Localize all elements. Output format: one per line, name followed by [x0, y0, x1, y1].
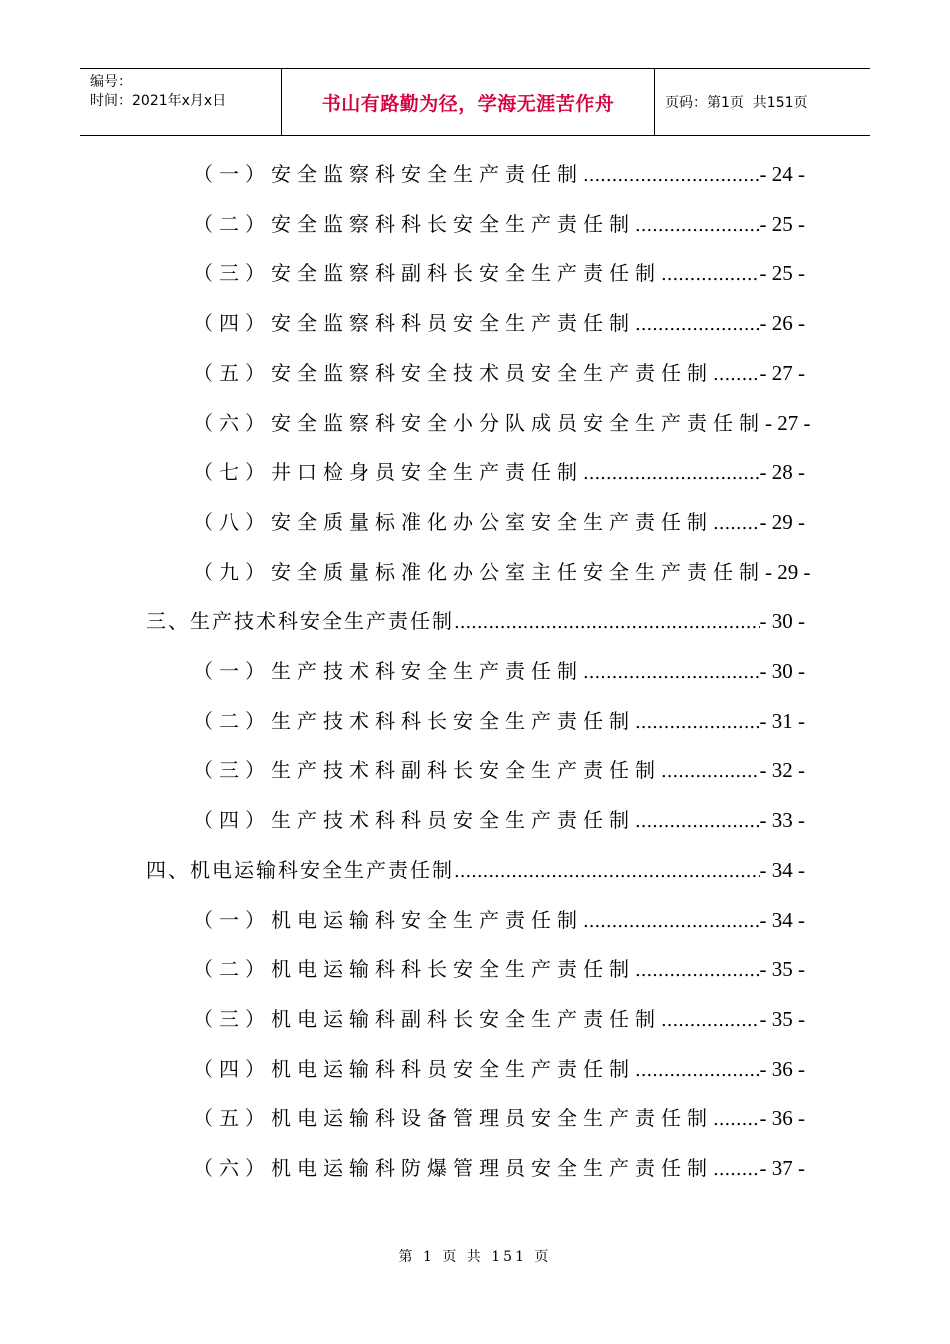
toc-dot-leader	[635, 811, 760, 832]
header-motto-cell	[282, 69, 655, 135]
toc-subsection-entry[interactable]	[193, 257, 805, 287]
toc-entry-page-number: - 30 -	[759, 609, 805, 633]
toc-subsection-entry[interactable]	[193, 357, 805, 387]
toc-subsection-entry[interactable]	[193, 506, 805, 536]
toc-entry-page-number: - 29 -	[759, 510, 805, 534]
toc-dot-leader	[583, 662, 760, 683]
toc-subsection-entry[interactable]	[193, 556, 811, 586]
toc-entry-page-number: - 30 -	[759, 659, 805, 683]
toc-dot-leader	[661, 1010, 760, 1031]
toc-entry-page-number: - 25 -	[759, 212, 805, 236]
toc-entry-title: （四）机电运输科科员安全生产责任制	[193, 1057, 635, 1081]
toc-entry-title: 三、生产技术科安全生产责任制	[146, 609, 454, 633]
toc-entry-page-number: - 25 -	[759, 261, 805, 285]
toc-dot-leader	[454, 861, 760, 882]
toc-dot-leader	[635, 1060, 760, 1081]
toc-entry-title: （四）安全监察科科员安全生产责任制	[193, 311, 635, 335]
header-motto: 书山有路勤为径，学海无涯苦作舟	[321, 92, 615, 115]
toc-subsection-entry[interactable]	[193, 158, 805, 188]
toc-subsection-entry[interactable]	[193, 208, 805, 238]
toc-dot-leader	[713, 364, 760, 385]
toc-dot-leader	[635, 314, 760, 335]
toc-entry-title: （六）安全监察科安全小分队成员安全生产责任制	[193, 411, 765, 435]
toc-dot-leader	[454, 612, 760, 633]
toc-entry-page-number: - 35 -	[759, 957, 805, 981]
toc-entry-title: （九）安全质量标准化办公室主任安全生产责任制	[193, 560, 765, 584]
toc-entry-title: （三）生产技术科副科长安全生产责任制	[193, 758, 661, 782]
header-page-cell	[655, 69, 870, 135]
toc-entry-page-number: - 36 -	[759, 1057, 805, 1081]
toc-subsection-entry[interactable]	[193, 1102, 805, 1132]
toc-subsection-entry[interactable]	[193, 1152, 805, 1182]
toc-entry-title: （三）机电运输科副科长安全生产责任制	[193, 1007, 661, 1031]
page-header	[80, 68, 870, 136]
toc-entry-page-number: - 31 -	[759, 709, 805, 733]
toc-section-entry[interactable]	[146, 605, 805, 635]
toc-subsection-entry[interactable]	[193, 307, 805, 337]
toc-subsection-entry[interactable]	[193, 1053, 805, 1083]
toc-entry-page-number: - 35 -	[759, 1007, 805, 1031]
toc-entry-page-number: - 27 -	[759, 361, 805, 385]
toc-entry-page-number: - 36 -	[759, 1106, 805, 1130]
toc-entry-title: （七）井口检身员安全生产责任制	[193, 460, 583, 484]
toc-entry-page-number: - 37 -	[759, 1156, 805, 1180]
toc-entry-page-number: - 26 -	[759, 311, 805, 335]
toc-subsection-entry[interactable]	[193, 1003, 805, 1033]
toc-entry-title: （二）安全监察科科长安全生产责任制	[193, 212, 635, 236]
document-time: 时间：2021年x月x日	[90, 93, 227, 109]
toc-section-entry[interactable]	[146, 854, 805, 884]
toc-entry-page-number: - 34 -	[759, 908, 805, 932]
toc-entry-title: （八）安全质量标准化办公室安全生产责任制	[193, 510, 713, 534]
toc-entry-page-number: - 29 -	[765, 560, 811, 584]
toc-entry-page-number: - 33 -	[759, 808, 805, 832]
toc-entry-page-number: - 27 -	[765, 411, 811, 435]
page-footer: 第 1 页 共 151 页	[398, 1249, 552, 1265]
toc-entry-title: （六）机电运输科防爆管理员安全生产责任制	[193, 1156, 713, 1180]
toc-dot-leader	[583, 165, 760, 186]
toc-subsection-entry[interactable]	[193, 407, 811, 437]
toc-entry-page-number: - 24 -	[759, 162, 805, 186]
toc-entry-page-number: - 32 -	[759, 758, 805, 782]
toc-entry-title: （五）机电运输科设备管理员安全生产责任制	[193, 1106, 713, 1130]
toc-subsection-entry[interactable]	[193, 804, 805, 834]
toc-subsection-entry[interactable]	[193, 705, 805, 735]
toc-entry-title: （一）机电运输科安全生产责任制	[193, 908, 583, 932]
toc-dot-leader	[583, 463, 760, 484]
toc-entry-title: （四）生产技术科科员安全生产责任制	[193, 808, 635, 832]
toc-dot-leader	[713, 513, 760, 534]
toc-dot-leader	[713, 1159, 760, 1180]
toc-entry-page-number: - 28 -	[759, 460, 805, 484]
toc-dot-leader	[713, 1109, 760, 1130]
toc-subsection-entry[interactable]	[193, 456, 805, 486]
toc-dot-leader	[635, 215, 760, 236]
toc-entry-title: （一）安全监察科安全生产责任制	[193, 162, 583, 186]
header-meta-cell	[80, 69, 282, 135]
toc-dot-leader	[635, 712, 760, 733]
toc-subsection-entry[interactable]	[193, 904, 805, 934]
toc-entry-title: （三）安全监察科副科长安全生产责任制	[193, 261, 661, 285]
toc-entry-title: （二）机电运输科科长安全生产责任制	[193, 957, 635, 981]
toc-dot-leader	[661, 264, 760, 285]
toc-subsection-entry[interactable]	[193, 655, 805, 685]
toc-dot-leader	[661, 761, 760, 782]
toc-entry-title: （五）安全监察科安全技术员安全生产责任制	[193, 361, 713, 385]
toc-subsection-entry[interactable]	[193, 953, 805, 983]
toc-dot-leader	[583, 911, 760, 932]
toc-entry-title: （二）生产技术科科长安全生产责任制	[193, 709, 635, 733]
toc-dot-leader	[635, 960, 760, 981]
header-page-info: 页码：第1页 共151页	[665, 95, 808, 111]
toc-entry-title: （一）生产技术科安全生产责任制	[193, 659, 583, 683]
toc-entry-page-number: - 34 -	[759, 858, 805, 882]
toc-entry-title: 四、机电运输科安全生产责任制	[146, 858, 454, 882]
toc-subsection-entry[interactable]	[193, 754, 805, 784]
document-code: 编号：	[90, 74, 132, 90]
